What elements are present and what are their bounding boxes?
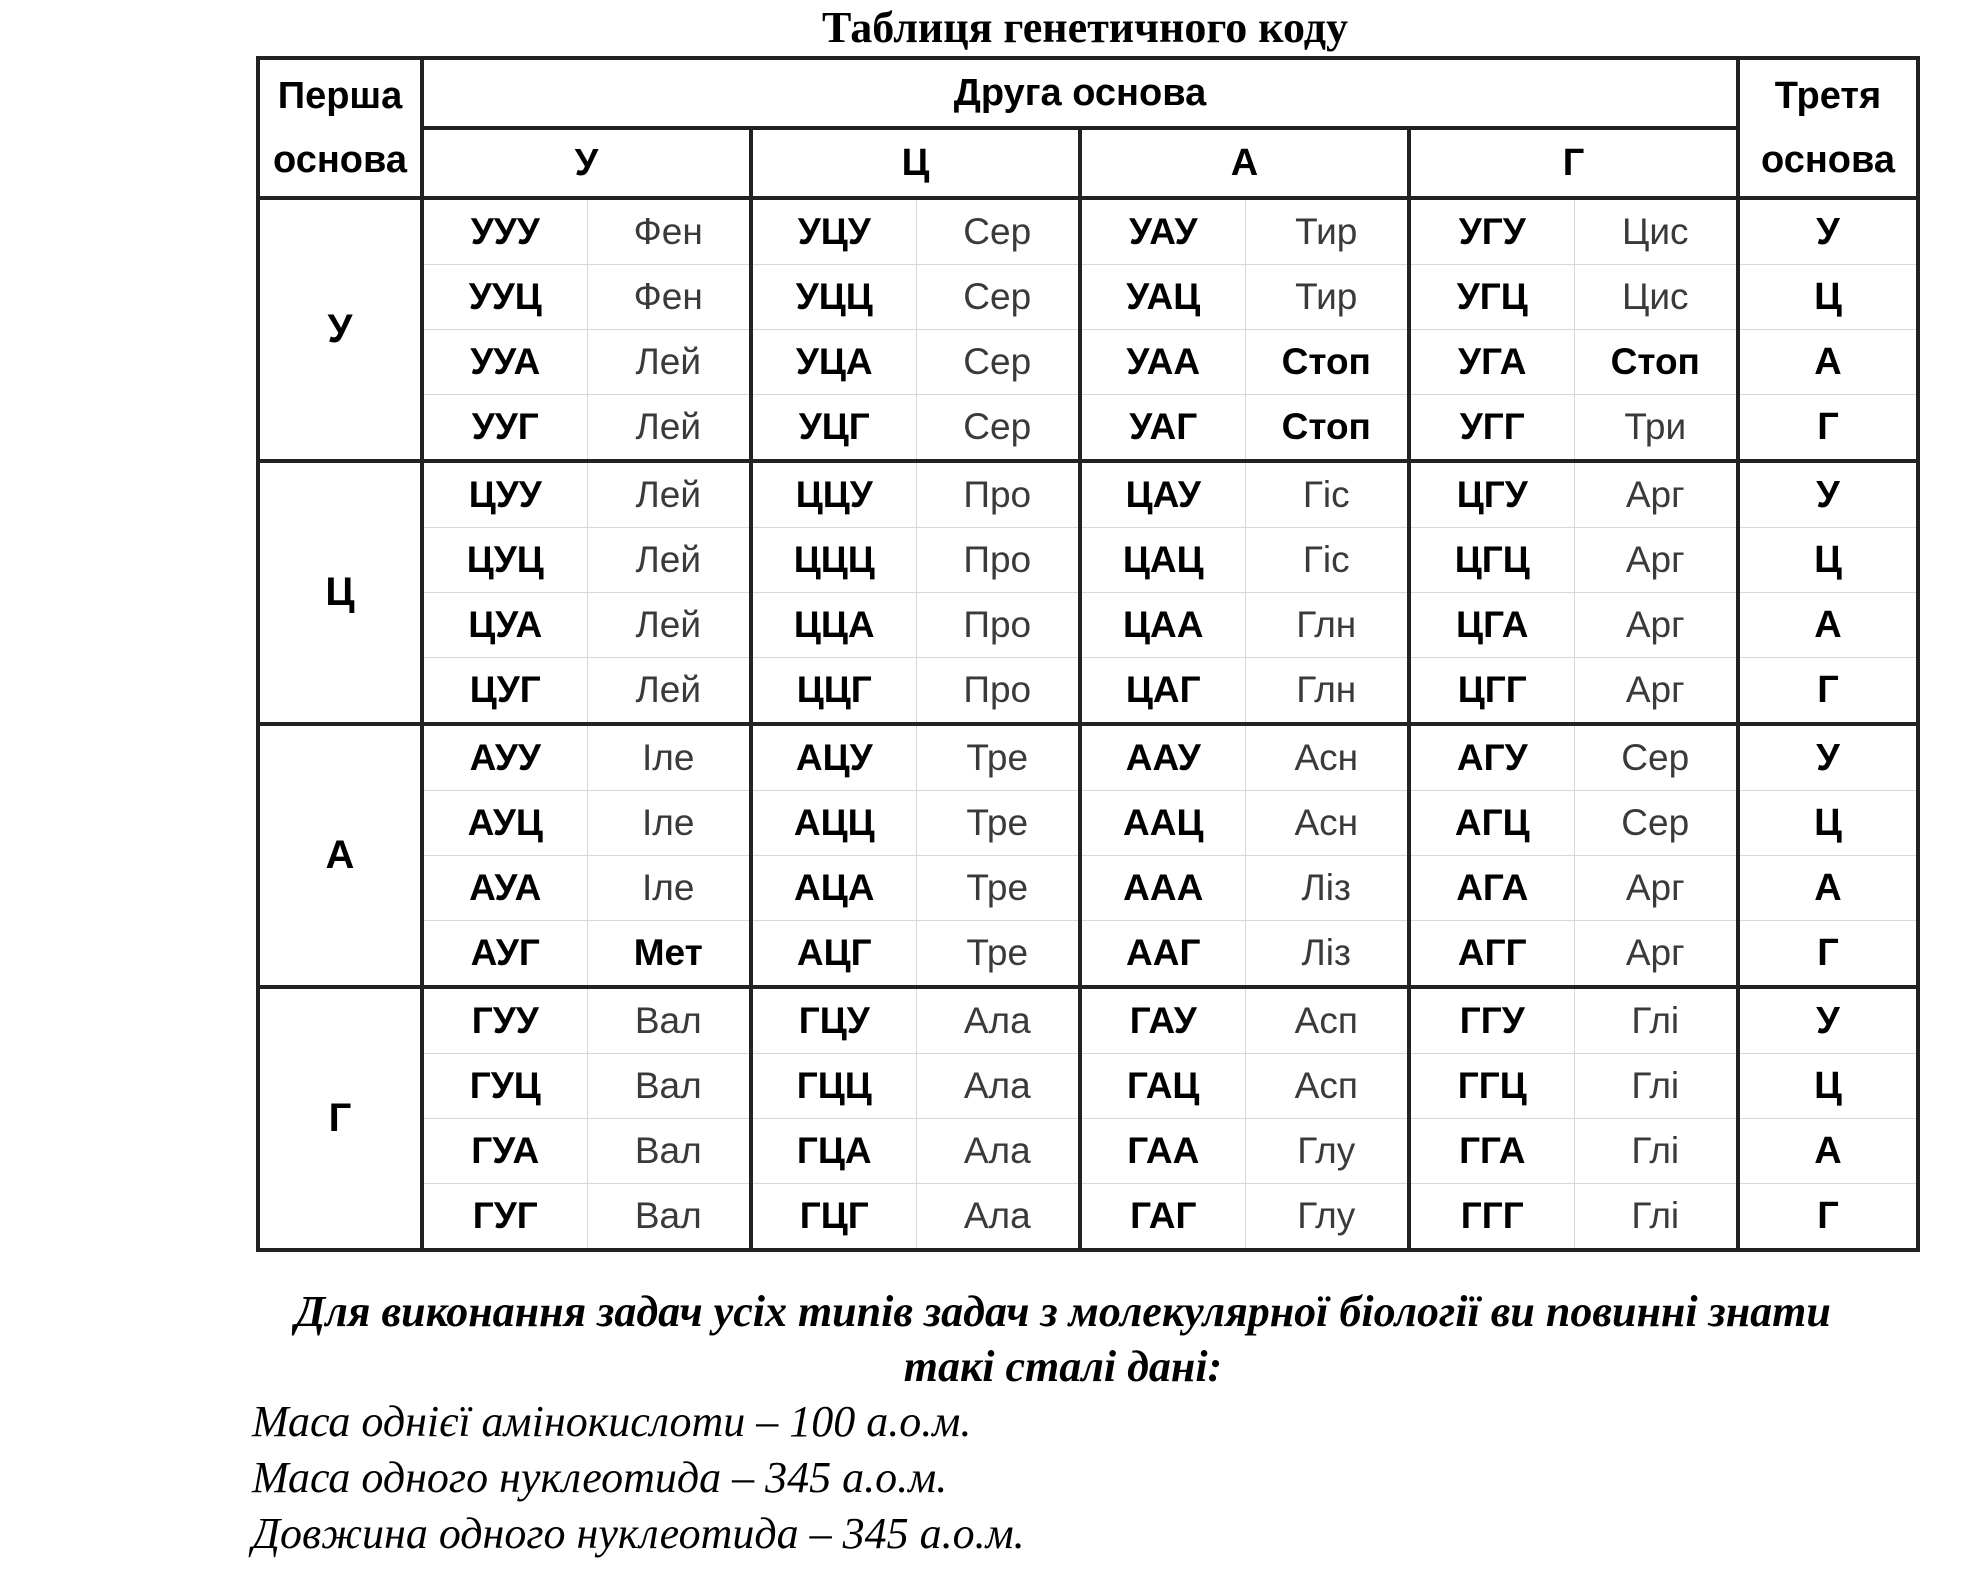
codon-cell: ГГА <box>1409 1119 1574 1184</box>
codon-cell: ЦГГ <box>1409 658 1574 725</box>
second-base-column-g: Г <box>1409 128 1738 198</box>
amino-acid-cell: Про <box>916 461 1080 528</box>
amino-acid-cell: Про <box>916 593 1080 658</box>
amino-acid-cell: Глі <box>1574 1119 1738 1184</box>
codon-row <box>258 987 1918 1054</box>
codon-cell: ГУЦ <box>422 1054 587 1119</box>
codon-cell: ЦГУ <box>1409 461 1574 528</box>
second-base-column-c: Ц <box>751 128 1080 198</box>
first-base-cell: Г <box>258 987 422 1250</box>
amino-acid-cell: Стоп <box>1574 330 1738 395</box>
codon-cell: УАЦ <box>1080 265 1245 330</box>
amino-acid-cell: Арг <box>1574 461 1738 528</box>
codon-row <box>258 198 1918 265</box>
codon-cell: ГУГ <box>422 1184 587 1251</box>
third-base-cell: А <box>1738 1119 1918 1184</box>
amino-acid-cell: Глу <box>1245 1119 1409 1184</box>
codon-cell: АГГ <box>1409 921 1574 988</box>
third-base-cell: Г <box>1738 921 1918 988</box>
codon-cell: УГУ <box>1409 198 1574 265</box>
amino-acid-cell: Сер <box>1574 791 1738 856</box>
amino-acid-cell: Тре <box>916 921 1080 988</box>
third-base-header-line1: Третя <box>1774 75 1882 117</box>
amino-acid-cell: Про <box>916 658 1080 725</box>
amino-acid-cell: Іле <box>587 791 751 856</box>
amino-acid-cell: Лей <box>587 528 751 593</box>
first-base-header-line1: Перша <box>277 75 403 117</box>
codon-cell: УАГ <box>1080 395 1245 462</box>
codon-cell: ЦЦУ <box>751 461 916 528</box>
amino-acid-cell: Арг <box>1574 658 1738 725</box>
third-base-cell: А <box>1738 856 1918 921</box>
codon-row <box>258 593 1918 658</box>
codon-cell: ЦГЦ <box>1409 528 1574 593</box>
third-base-header-line2: основа <box>1760 139 1895 181</box>
codon-row <box>258 395 1918 462</box>
codon-row <box>258 1054 1918 1119</box>
codon-row <box>258 461 1918 528</box>
amino-acid-cell: Цис <box>1574 265 1738 330</box>
amino-acid-cell: Стоп <box>1245 330 1409 395</box>
codon-cell: ЦЦГ <box>751 658 916 725</box>
amino-acid-cell: Лей <box>587 658 751 725</box>
amino-acid-cell: Ала <box>916 1054 1080 1119</box>
amino-acid-cell: Ліз <box>1245 856 1409 921</box>
second-base-column-a: А <box>1080 128 1409 198</box>
codon-cell: ЦАУ <box>1080 461 1245 528</box>
codon-cell: АУГ <box>422 921 587 988</box>
codon-cell: УГА <box>1409 330 1574 395</box>
amino-acid-cell: Глі <box>1574 1054 1738 1119</box>
codon-row <box>258 724 1918 791</box>
codon-cell: ГУА <box>422 1119 587 1184</box>
amino-acid-cell: Сер <box>916 265 1080 330</box>
codon-cell: УЦУ <box>751 198 916 265</box>
codon-cell: ЦАЦ <box>1080 528 1245 593</box>
codon-cell: ГАУ <box>1080 987 1245 1054</box>
notes-section <box>248 1284 1878 1562</box>
codon-row <box>258 330 1918 395</box>
codon-cell: АУЦ <box>422 791 587 856</box>
first-base-header <box>258 58 422 198</box>
codon-cell: ЦЦЦ <box>751 528 916 593</box>
amino-acid-cell: Арг <box>1574 856 1738 921</box>
amino-acid-cell: Арг <box>1574 528 1738 593</box>
fact-nucleotide-mass: Маса одного нуклеотида – 345 а.о.м. <box>252 1453 948 1502</box>
codon-row <box>258 1184 1918 1251</box>
codon-cell: ААЦ <box>1080 791 1245 856</box>
third-base-cell: У <box>1738 461 1918 528</box>
codon-row <box>258 528 1918 593</box>
page-title: Таблиця генетичного коду <box>822 3 1348 52</box>
third-base-cell: У <box>1738 724 1918 791</box>
codon-cell: ГАГ <box>1080 1184 1245 1251</box>
amino-acid-cell: Іле <box>587 724 751 791</box>
codon-cell: ЦУУ <box>422 461 587 528</box>
third-base-cell: Ц <box>1738 265 1918 330</box>
first-base-header-line2: основа <box>272 139 407 181</box>
second-base-header: Друга основа <box>422 58 1738 128</box>
codon-cell: АУА <box>422 856 587 921</box>
codon-row <box>258 265 1918 330</box>
codon-row <box>258 658 1918 725</box>
amino-acid-cell: Сер <box>916 198 1080 265</box>
codon-cell: ГАА <box>1080 1119 1245 1184</box>
codon-cell: ААГ <box>1080 921 1245 988</box>
codon-cell: ГАЦ <box>1080 1054 1245 1119</box>
amino-acid-cell: Ліз <box>1245 921 1409 988</box>
codon-cell: ЦГА <box>1409 593 1574 658</box>
amino-acid-cell: Тре <box>916 724 1080 791</box>
amino-acid-cell: Цис <box>1574 198 1738 265</box>
notes-intro: Для виконання задач усіх типів задач з молекулярної біології ви повинні знати такі сталі дані: <box>295 1287 1831 1391</box>
codon-cell: ЦАГ <box>1080 658 1245 725</box>
codon-cell: ААА <box>1080 856 1245 921</box>
amino-acid-cell: Лей <box>587 461 751 528</box>
codon-cell: УУУ <box>422 198 587 265</box>
amino-acid-cell: Лей <box>587 330 751 395</box>
second-base-column-u: У <box>422 128 751 198</box>
amino-acid-cell: Тре <box>916 791 1080 856</box>
third-base-cell: Ц <box>1738 1054 1918 1119</box>
amino-acid-cell: Вал <box>587 1184 751 1251</box>
amino-acid-cell: Арг <box>1574 921 1738 988</box>
codon-cell: УГЦ <box>1409 265 1574 330</box>
amino-acid-cell: Сер <box>1574 724 1738 791</box>
amino-acid-cell: Глн <box>1245 593 1409 658</box>
amino-acid-cell: Вал <box>587 1119 751 1184</box>
amino-acid-cell: Сер <box>916 330 1080 395</box>
amino-acid-cell: Сер <box>916 395 1080 462</box>
third-base-cell: Г <box>1738 658 1918 725</box>
amino-acid-cell: Гіс <box>1245 528 1409 593</box>
codon-cell: ЦУА <box>422 593 587 658</box>
third-base-cell: Г <box>1738 1184 1918 1251</box>
amino-acid-cell: Вал <box>587 987 751 1054</box>
codon-cell: УАУ <box>1080 198 1245 265</box>
codon-cell: ЦУЦ <box>422 528 587 593</box>
codon-cell: УУЦ <box>422 265 587 330</box>
amino-acid-cell: Стоп <box>1245 395 1409 462</box>
codon-cell: ГУУ <box>422 987 587 1054</box>
codon-cell: ГЦА <box>751 1119 916 1184</box>
third-base-cell: А <box>1738 593 1918 658</box>
codon-cell: УУГ <box>422 395 587 462</box>
codon-cell: УАА <box>1080 330 1245 395</box>
third-base-cell: А <box>1738 330 1918 395</box>
amino-acid-cell: Тир <box>1245 198 1409 265</box>
fact-nucleotide-length: Довжина одного нуклеотида – 345 а.о.м. <box>252 1509 1025 1558</box>
first-base-cell: У <box>258 198 422 461</box>
amino-acid-cell: Гіс <box>1245 461 1409 528</box>
codon-cell: ГЦГ <box>751 1184 916 1251</box>
amino-acid-cell: Асп <box>1245 1054 1409 1119</box>
amino-acid-cell: Лей <box>587 593 751 658</box>
codon-cell: УЦЦ <box>751 265 916 330</box>
amino-acid-cell: Глу <box>1245 1184 1409 1251</box>
codon-cell: УЦА <box>751 330 916 395</box>
codon-cell: ГЦУ <box>751 987 916 1054</box>
amino-acid-cell: Арг <box>1574 593 1738 658</box>
amino-acid-cell: Тре <box>916 856 1080 921</box>
genetic-code-table <box>256 56 1920 1252</box>
codon-cell: ЦЦА <box>751 593 916 658</box>
codon-cell: АУУ <box>422 724 587 791</box>
amino-acid-cell: Ала <box>916 987 1080 1054</box>
third-base-cell: У <box>1738 198 1918 265</box>
amino-acid-cell: Асп <box>1245 987 1409 1054</box>
codon-row <box>258 921 1918 988</box>
codon-row <box>258 856 1918 921</box>
codon-cell: АЦУ <box>751 724 916 791</box>
amino-acid-cell: Іле <box>587 856 751 921</box>
amino-acid-cell: Глі <box>1574 987 1738 1054</box>
codon-cell: ГГГ <box>1409 1184 1574 1251</box>
codon-cell: УЦГ <box>751 395 916 462</box>
amino-acid-cell: Фен <box>587 265 751 330</box>
amino-acid-cell: Глі <box>1574 1184 1738 1251</box>
codon-cell: АГЦ <box>1409 791 1574 856</box>
third-base-cell: Г <box>1738 395 1918 462</box>
codon-cell: ЦУГ <box>422 658 587 725</box>
codon-cell: УГГ <box>1409 395 1574 462</box>
codon-cell: ГГЦ <box>1409 1054 1574 1119</box>
amino-acid-cell: Лей <box>587 395 751 462</box>
fact-amino-acid-mass: Маса однієї амінокислоти – 100 а.о.м. <box>252 1397 972 1446</box>
codon-cell: АГА <box>1409 856 1574 921</box>
amino-acid-cell: Ала <box>916 1184 1080 1251</box>
amino-acid-cell: Глн <box>1245 658 1409 725</box>
codon-cell: ААУ <box>1080 724 1245 791</box>
codon-cell: ГЦЦ <box>751 1054 916 1119</box>
codon-cell: АГУ <box>1409 724 1574 791</box>
amino-acid-cell: Мет <box>587 921 751 988</box>
codon-row <box>258 791 1918 856</box>
amino-acid-cell: Ала <box>916 1119 1080 1184</box>
first-base-cell: А <box>258 724 422 987</box>
third-base-header <box>1738 58 1918 198</box>
amino-acid-cell: Про <box>916 528 1080 593</box>
codon-cell: АЦЦ <box>751 791 916 856</box>
codon-cell: АЦГ <box>751 921 916 988</box>
third-base-cell: Ц <box>1738 528 1918 593</box>
codon-cell: ЦАА <box>1080 593 1245 658</box>
third-base-cell: У <box>1738 987 1918 1054</box>
first-base-cell: Ц <box>258 461 422 724</box>
codon-cell: ГГУ <box>1409 987 1574 1054</box>
amino-acid-cell: Тир <box>1245 265 1409 330</box>
amino-acid-cell: Фен <box>587 198 751 265</box>
codon-cell: АЦА <box>751 856 916 921</box>
third-base-cell: Ц <box>1738 791 1918 856</box>
amino-acid-cell: Вал <box>587 1054 751 1119</box>
codon-row <box>258 1119 1918 1184</box>
amino-acid-cell: Три <box>1574 395 1738 462</box>
codon-cell: УУА <box>422 330 587 395</box>
amino-acid-cell: Асн <box>1245 791 1409 856</box>
amino-acid-cell: Асн <box>1245 724 1409 791</box>
